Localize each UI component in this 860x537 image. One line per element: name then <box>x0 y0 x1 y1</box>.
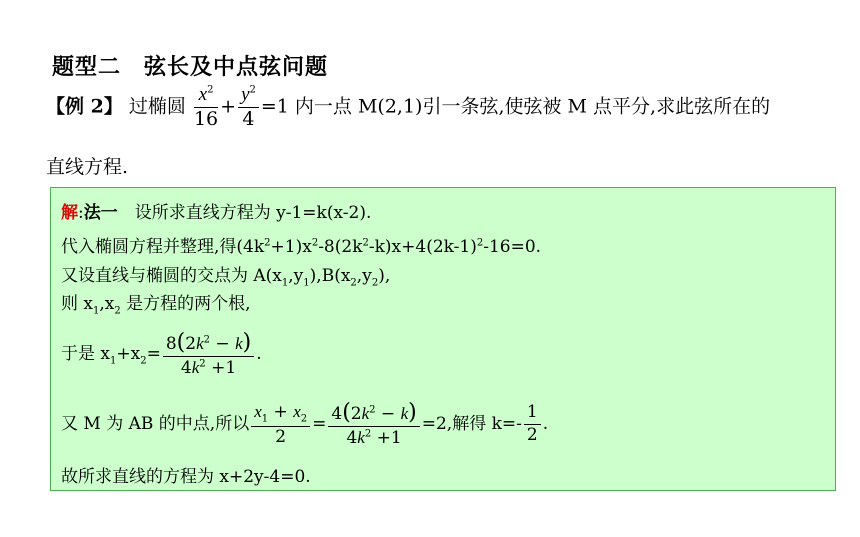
solution-line-1: 解:法一 设所求直线方程为 y-1=k(x-2). <box>61 203 372 223</box>
solution-label: 解 <box>61 203 78 223</box>
fraction-y2-over-4: $\frac{y^2}{4}$ <box>238 84 259 131</box>
half-fraction: $\frac{1}{2}$ <box>524 403 541 445</box>
fraction-x2-over-16: $\frac{x^2}{16}$ <box>193 84 219 130</box>
solution-line-3: 又设直线与椭圆的交点为 $A(x_1,y_1),B(x_2,y_2)$, <box>61 266 391 289</box>
solution-line-4: 则 $x_1,x_2$ 是方程的两个根, <box>61 294 251 317</box>
example-tag: 【例 2】 <box>46 95 123 118</box>
midpoint-fraction: $\frac{x_1 + x_2}{2}$ <box>251 402 310 447</box>
sum-roots-fraction-2: $\frac{4(2k^2 - k)}{4k^2 +1}$ <box>328 400 419 449</box>
example-statement: 【例 2】 过椭圆 $\frac{x^2}{16}$ + $\frac{y^2}{4}$ =1 内一点 M(2,1)引一条弦,使弦被 M 点平分,求此弦所在的 <box>46 84 771 130</box>
example-rest: =1 内一点 M(2,1)引一条弦,使弦被 M 点平分,求此弦所在的 <box>260 95 771 118</box>
solution-box <box>50 187 836 491</box>
solution-line-6: 又 M 为 AB 的中点,所以 $\frac{x_1 + x_2}{2}$ = $\frac{4(2k^2 - k)}{4k^2 +1}$ =2,解得 k=- $\frac{1}{2}$ . <box>61 400 549 449</box>
section-heading: 题型二 弦长及中点弦问题 <box>52 55 329 80</box>
sum-roots-fraction: $\frac{8(2k^2 - k)}{4k^2 +1}$ <box>163 330 254 379</box>
example-prefix: 过椭圆 <box>128 95 186 118</box>
solution-line-5: 于是 $x_1+x_2=$ $\frac{8(2k^2 - k)}{4k^2 +1}$ . <box>61 330 262 379</box>
method-label: 法一 <box>83 203 118 223</box>
solution-line-7: 故所求直线的方程为 x+2y-4=0. <box>61 467 311 487</box>
solution-line-2: 代入椭圆方程并整理,得$(4k^2+1)x^2-8(2k^2-k)x+4(2k-1)^2-16=0$. <box>61 237 542 257</box>
example-line-2: 直线方程. <box>46 156 129 178</box>
